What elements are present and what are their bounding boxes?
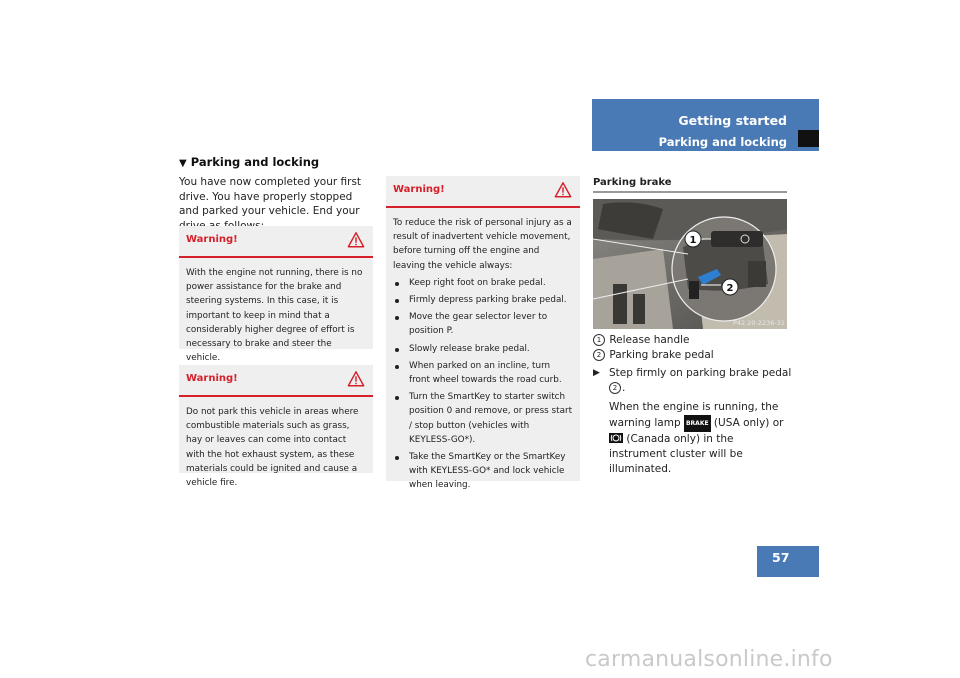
brake-warning-lamp-icon: BRAKE: [684, 415, 711, 432]
number-1-badge: 1: [593, 334, 605, 346]
legend-item: [593, 348, 793, 363]
warning-text: With the engine not running, there is no power assistance for the brake and steering systems. In this case, it is important to keep in mind that a considerably higher degree of effort is necessary to brake and steer the vehicle.: [186, 268, 363, 364]
legend-item-text: Release handle: [609, 334, 690, 346]
legend-item-text: Parking brake pedal: [609, 348, 714, 361]
list-item: Slowly release brake pedal.: [393, 342, 573, 356]
step-end: .: [622, 382, 626, 394]
page-number: 57: [772, 550, 790, 565]
arrow-right-icon: ▶: [593, 368, 600, 378]
warning-triangle-icon: [554, 181, 572, 199]
section-heading: [179, 155, 319, 169]
list-item: Firmly depress parking brake pedal.: [393, 293, 573, 307]
list-item: When parked on an incline, turn front wheel towards the road curb.: [393, 359, 573, 387]
parking-brake-illustration: [593, 199, 787, 329]
step-detail: [609, 400, 793, 477]
number-2-badge: 2: [609, 382, 621, 394]
callout-1: 1: [689, 235, 697, 246]
legend-item: [593, 333, 793, 348]
intro-paragraph: You have now completed your first drive. You have properly stopped and parked your vehicle. End your: [179, 176, 362, 217]
step-text: Step firmly on parking brake pedal: [609, 367, 792, 379]
header-marker: [798, 130, 819, 147]
warning-box: [179, 365, 373, 489]
parking-brake-photo: [593, 199, 787, 329]
step-detail-text: When the engine is running, the warning lamp: [609, 401, 779, 429]
parking-brake-title: Parking brake: [593, 177, 787, 193]
instruction-step: [593, 366, 793, 477]
warning-title: Warning!: [186, 373, 238, 384]
photo-code: P42.20-2236-31: [732, 319, 785, 327]
list-item: Take the SmartKey or the SmartKey with KEYLESS-GO* and lock vehicle when leaving.: [393, 450, 573, 493]
list-item: Move the gear selector lever to position P.: [393, 310, 573, 338]
triangle-down-icon: ▼: [179, 158, 187, 169]
section-title: Parking and locking: [658, 135, 787, 149]
warning-triangle-icon: [347, 370, 365, 388]
page-number-box: [757, 546, 819, 577]
list-item: Keep right foot on brake pedal.: [393, 276, 573, 290]
warning-box: [179, 226, 373, 364]
chapter-title: Getting started: [678, 113, 787, 128]
warning-text: To reduce the risk of personal injury as a result of inadvertent vehicle movement, before turning off the engine and leaving the vehicle always:: [393, 218, 572, 271]
step-detail-text: (USA only) or: [713, 417, 784, 429]
warning-list: [393, 276, 573, 493]
warning-text: Do not park this vehicle in areas where combustible materials such as grass, hay or leaves can come into contact with the hot exhaust system, as these materials could be ignited and cause a vehicle fire.: [186, 407, 359, 489]
list-item: Turn the SmartKey to starter switch position 0 and remove, or press start / stop button (vehicles with KEYLESS-GO*).: [393, 390, 573, 447]
warning-title: Warning!: [393, 184, 445, 195]
number-2-badge: 2: [593, 349, 605, 361]
step-detail-text: (Canada only) in the instrument cluster will be illuminated.: [609, 433, 743, 475]
warning-title: Warning!: [186, 234, 238, 245]
chapter-header-tab: [592, 99, 819, 151]
section-heading-text: Parking and locking: [190, 155, 320, 169]
footer-watermark: carmanualsonline.info: [585, 647, 833, 672]
callout-2: 2: [726, 283, 734, 294]
warning-box: [386, 176, 580, 491]
legend: [593, 333, 793, 362]
parking-brake-lamp-icon: [609, 433, 623, 443]
warning-triangle-icon: [347, 231, 365, 249]
